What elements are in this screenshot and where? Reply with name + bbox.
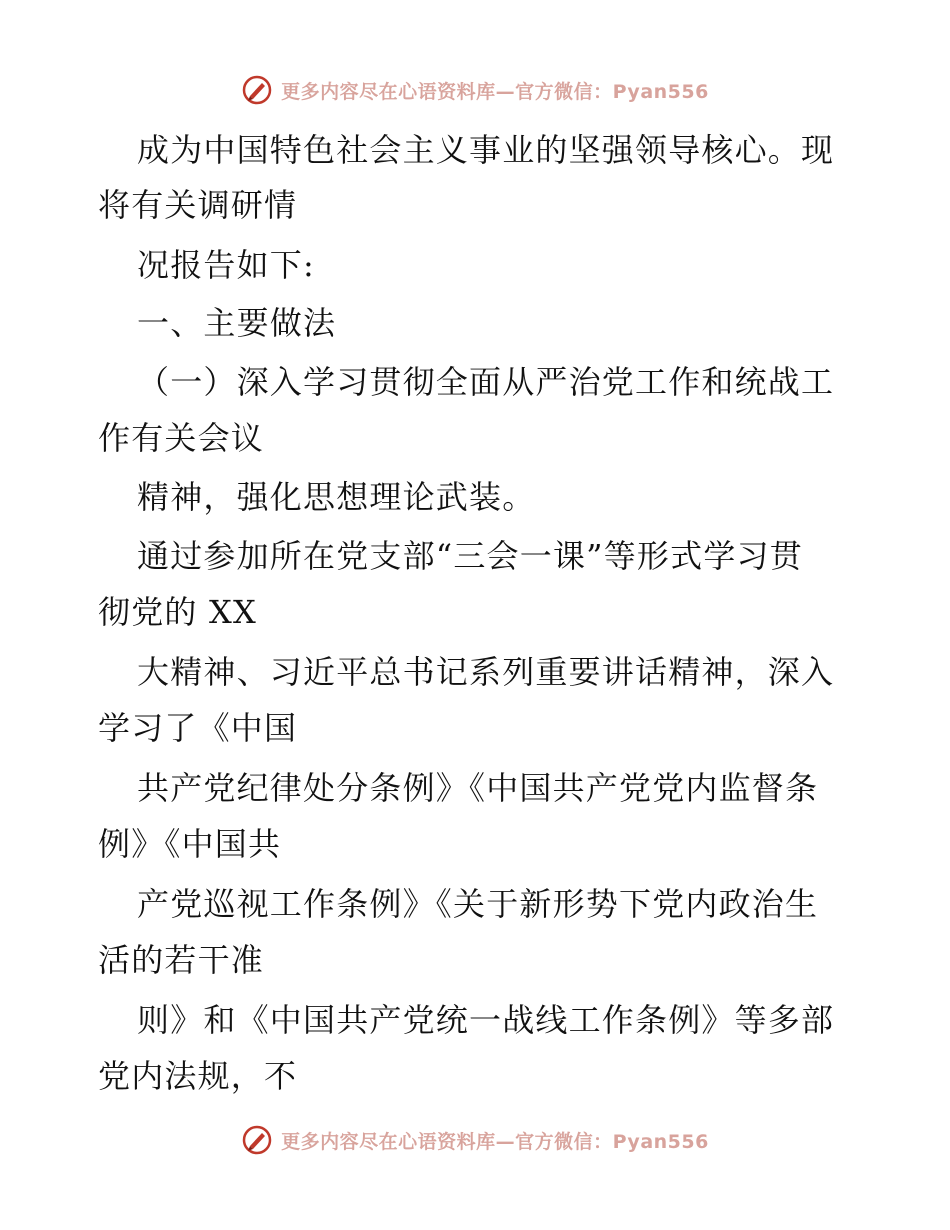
text-line: 成为中国特色社会主义事业的坚强领导核心。现 xyxy=(137,131,835,169)
text-line: 彻党的 XX xyxy=(98,593,257,631)
text-line: 则》和《中国共产党统一战线工作条例》等多部 xyxy=(137,1001,835,1039)
subsection-heading: （一）深入学习贯彻全面从严治党工作和统战工 xyxy=(137,363,835,401)
pen-logo-icon xyxy=(241,74,273,106)
text-line: 通过参加所在党支部“三会一课”等形式学习贯 xyxy=(137,537,803,575)
text-line: 党内法规，不 xyxy=(98,1057,298,1095)
text-line: 学习了《中国 xyxy=(98,709,298,747)
header-watermark xyxy=(0,70,950,110)
section-heading: 一、主要做法 xyxy=(137,304,337,342)
text-line: 作有关会议 xyxy=(98,419,265,457)
text-line: 况报告如下: xyxy=(137,246,315,284)
footer-watermark xyxy=(0,1120,950,1160)
pen-logo-icon xyxy=(241,1124,273,1156)
text-line: 产党巡视工作条例》《关于新形势下党内政治生 xyxy=(137,885,819,923)
watermark-text: 更多内容尽在心语资料库—官方微信：Pyan556 xyxy=(281,1130,709,1153)
text-line: 活的若干准 xyxy=(98,941,265,979)
text-line: 大精神、习近平总书记系列重要讲话精神，深入 xyxy=(137,653,835,691)
text-line: 精神，强化思想理论武装。 xyxy=(137,478,536,516)
text-line: 例》《中国共 xyxy=(98,825,282,863)
text-line: 共产党纪律处分条例》《中国共产党党内监督条 xyxy=(137,769,819,807)
text-line: 将有关调研情 xyxy=(98,186,298,224)
watermark-text: 更多内容尽在心语资料库—官方微信：Pyan556 xyxy=(281,80,709,103)
